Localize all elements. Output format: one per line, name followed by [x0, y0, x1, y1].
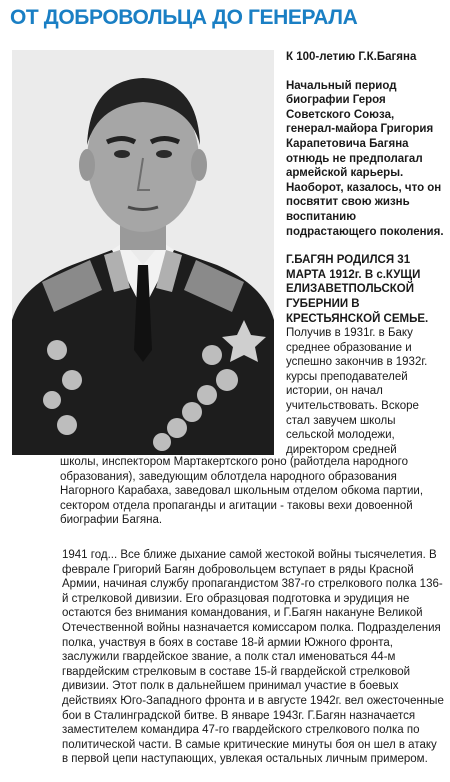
page-title: ОТ ДОБРОВОЛЬЦА ДО ГЕНЕРАЛА [10, 6, 358, 29]
biography-text-continuation-block [60, 455, 445, 528]
biography-text-continuation: школы, инспектором Мартакертского роно (райотдела народного образования), заведующим облотдела народного образования Нагорного Карабаха, заведовал школьным отделом обкома партии, сектором отдела пропаганды и агитации - таковы вехи довоенной биографии Багяна. [60, 456, 424, 527]
biography-text-start: Получив в 1931г. в Баку среднее образование и успешно закончив в 1932г. курсы преподавателей истории, он начал учительствовать. Вскоре стал завучем школы сельской молодежи, директором средней [286, 327, 428, 456]
birth-heading: Г.БАГЯН РОДИЛСЯ 31 МАРТА 1912г. В с.КУЩИ ЕЛИЗАВЕТПОЛЬСКОЙ ГУБЕРНИИ В КРЕСТЬЯНСКОЙ СЕМЬЕ. [286, 254, 429, 325]
portrait-photo [12, 50, 274, 455]
war-years-paragraph: 1941 год... Все ближе дыхание самой жестокой войны тысячелетия. В феврале Григорий Багян добровольцем вступает в ряды Красной Армии, начиная службу пропагандистом 387-го стрелкового полка 136-й стрелковой дивизии. Его образцовая подготовка и эрудиция не остаются без внимания командования, и Г.Багян накануне Великой Отечественной войны назначается комиссаром полка. Подразделения полка, участвуя в боях в составе 18-й армии Южного фронта, заслужили гвардейское звание, а полк стал именоваться 44-м гвардейским стрелковым в составе 15-й гвардейской стрелковой дивизии. Этот полк в дальнейшем принимал участие в боевых действиях Юго-Западного фронта и в августе 1942г. вел ожесточенные бои в Сталинградской битве. В январе 1943г. Г.Багян назначается заместителем командира 47-го гвардейского стрелкового полка по политической части. В самые критические минуты боя он шел в атаку в первой цепи наступающих, увлекая остальных личным примером. [62, 549, 444, 766]
anniversary-line: К 100-летию Г.К.Багяна [286, 51, 417, 63]
sidebar-column [286, 50, 446, 457]
intro-paragraph: Начальный период биографии Героя Советского Союза, генерал-майора Григория Карапетовича Багяна отнюдь не предполагал армейской карьеры. Наоборот, казалось, что он посвятит свою жизнь воспитанию подрастающего поколения. [286, 79, 444, 238]
